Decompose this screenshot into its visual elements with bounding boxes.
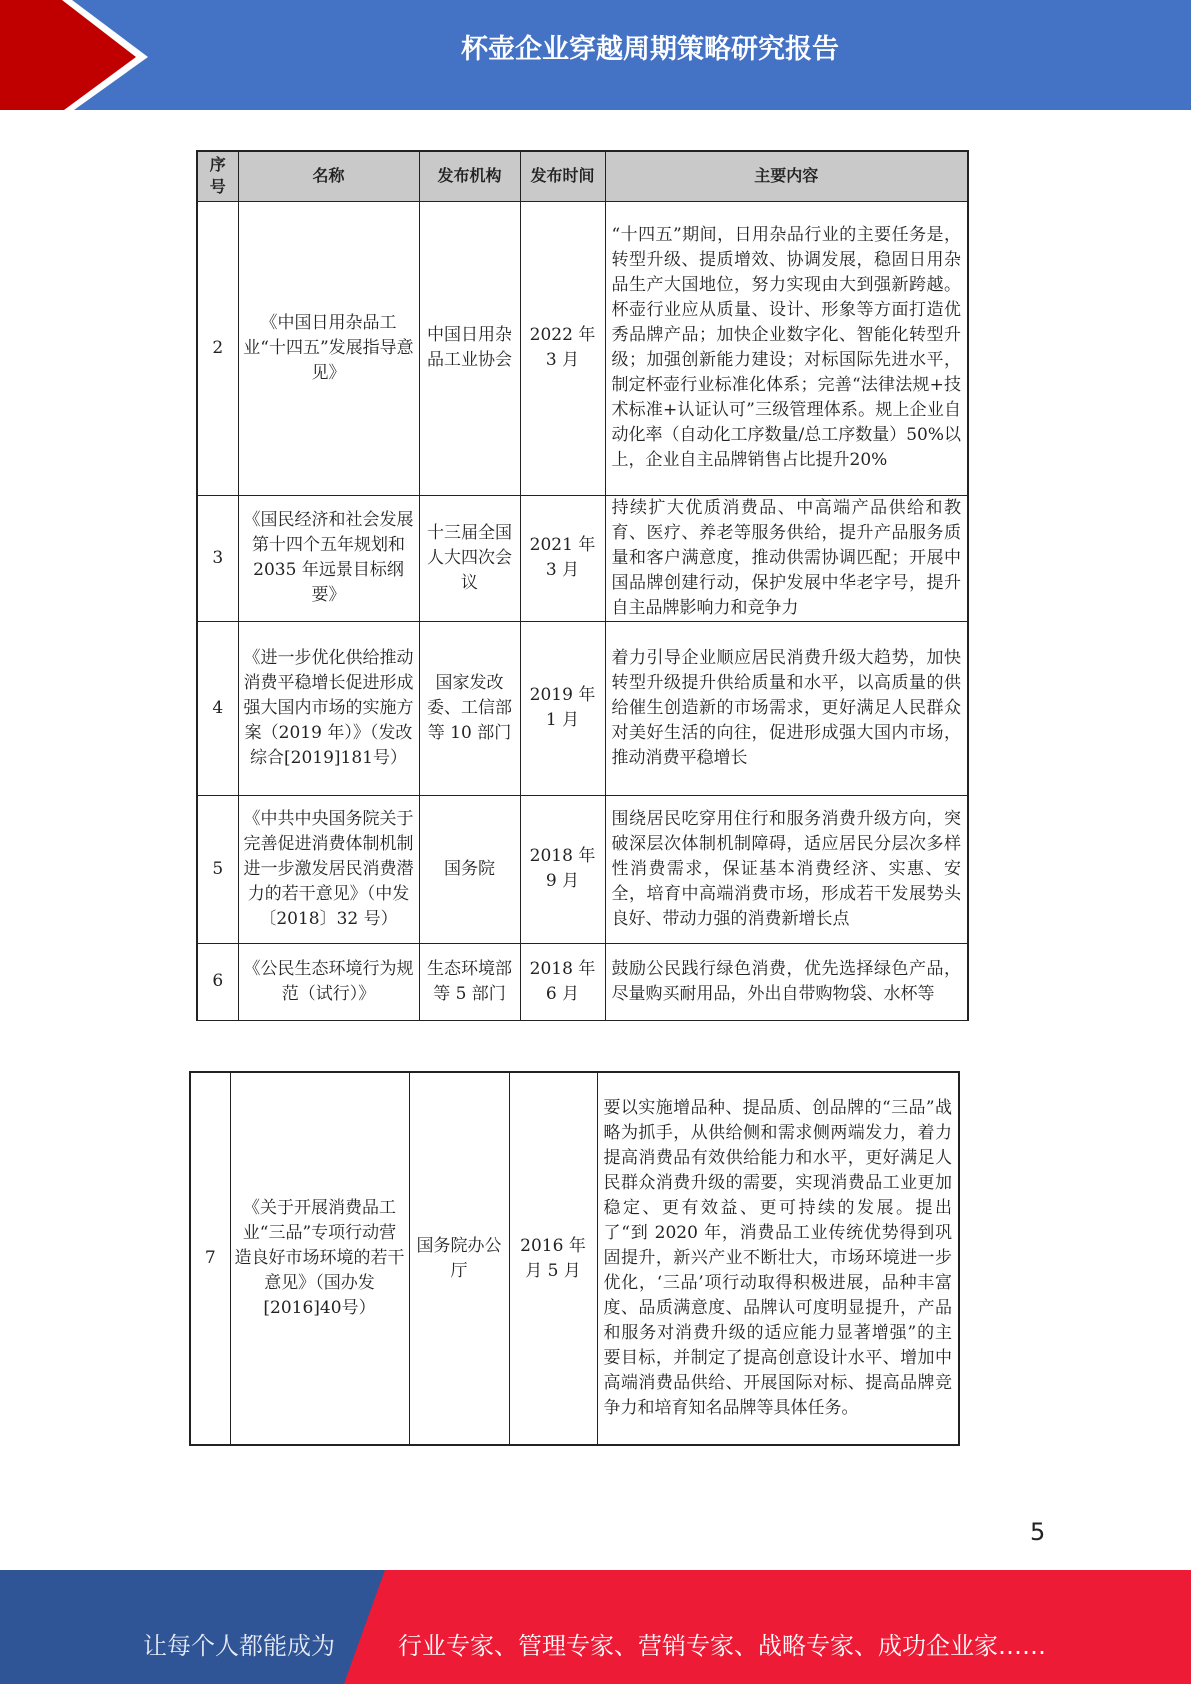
row-no: 4 <box>197 621 238 795</box>
row-name: 《中共中央国务院关于完善促进消费体制机制进一步激发居民消费潜力的若干意见》（中发〔2018〕32 号） <box>238 795 419 943</box>
row-content: 要以实施增品种、提品质、创品牌的“三品”战略为抓手，从供给侧和需求侧两端发力，着力提高消费品有效供给能力和水平，更好满足人民群众消费升级的需要，实现消费品工业更加稳定、更有效益、更可持续的发展。提出了“到 2020 年，消费品工业传统优势得到巩固提升，新兴产业不断壮大，市场环境进一步优化，‘三品’项行动取得积极进展，品种丰富度、品质满意度、品牌认可度明显提升，产品和服务对消费升级的适应能力显著增强”的主要目标，并制定了提高创意设计水平、增加中高端消费品供给、开展国际对标、提高品牌竞争力和培育知名品牌等具体任务。 <box>597 1072 959 1445</box>
row-content: 持续扩大优质消费品、中高端产品供给和教育、医疗、养老等服务供给，提升产品服务质量和客户满意度，推动供需协调匹配；开展中国品牌创建行动，保护发展中华老字号，提升自主品牌影响力和竞争力 <box>605 495 968 621</box>
row-name: 《国民经济和社会发展第十四个五年规划和 2035 年远景目标纲要》 <box>238 495 419 621</box>
row-org: 国务院办公厅 <box>409 1072 509 1445</box>
col-header-no: 序号 <box>197 151 238 201</box>
row-content: 围绕居民吃穿用住行和服务消费升级方向，突破深层次体制机制障碍，适应居民分层次多样性消费需求，保证基本消费经济、实惠、安全，培育中高端消费市场，形成若干发展势头良好、带动力强的消费新增长点 <box>605 795 968 943</box>
row-name: 《进一步优化供给推动消费平稳增长促进形成强大国内市场的实施方案（2019 年）》（发改综合[2019]181号） <box>238 621 419 795</box>
row-no: 6 <box>197 943 238 1020</box>
table-row <box>197 943 968 1020</box>
row-no: 7 <box>190 1072 230 1445</box>
table-row <box>197 495 968 621</box>
row-date: 2022 年 3 月 <box>520 201 605 495</box>
row-content: 着力引导企业顺应居民消费升级大趋势，加快转型升级提升供给质量和水平，以高质量的供给催生创造新的市场需求，更好满足人民群众对美好生活的向往，促进形成强大国内市场，推动消费平稳增长 <box>605 621 968 795</box>
row-date: 2016 年月 5 月 <box>509 1072 597 1445</box>
table-row <box>197 621 968 795</box>
footer-slogan-left: 让每个人都能成为 <box>143 1632 335 1660</box>
policy-table-continued <box>189 1071 960 1446</box>
row-no: 3 <box>197 495 238 621</box>
policy-table <box>196 150 969 1021</box>
row-org: 国家发改委、工信部等 10 部门 <box>419 621 520 795</box>
row-date: 2021 年 3 月 <box>520 495 605 621</box>
col-header-org: 发布机构 <box>419 151 520 201</box>
row-org: 中国日用杂品工业协会 <box>419 201 520 495</box>
table-header-row <box>197 151 968 201</box>
row-content: “十四五”期间，日用杂品行业的主要任务是，转型升级、提质增效、协调发展，稳固日用杂品生产大国地位，努力实现由大到强新跨越。杯壶行业应从质量、设计、形象等方面打造优秀品牌产品；加快企业数字化、智能化转型升级；加强创新能力建设；对标国际先进水平，制定杯壶行业标准化体系；完善“法律法规+技术标准+认证认可”三级管理体系。规上企业自动化率（自动化工序数量/总工序数量）50%以上，企业自主品牌销售占比提升20% <box>605 201 968 495</box>
row-no: 2 <box>197 201 238 495</box>
row-no: 5 <box>197 795 238 943</box>
footer-slogan-right: 行业专家、管理专家、营销专家、战略专家、成功企业家…… <box>398 1632 1046 1660</box>
row-date: 2018 年 9 月 <box>520 795 605 943</box>
row-org: 国务院 <box>419 795 520 943</box>
row-name: 《公民生态环境行为规范（试行）》 <box>238 943 419 1020</box>
report-title: 杯壶企业穿越周期策略研究报告 <box>461 34 839 65</box>
row-date: 2018 年 6 月 <box>520 943 605 1020</box>
page-header-banner <box>0 0 1191 110</box>
page-number: 5 <box>1030 1518 1046 1546</box>
chevron-arrow-icon <box>0 0 160 110</box>
table-row <box>197 795 968 943</box>
table-row <box>197 201 968 495</box>
row-content: 鼓励公民践行绿色消费，优先选择绿色产品，尽量购买耐用品，外出自带购物袋、水杯等 <box>605 943 968 1020</box>
row-name: 《中国日用杂品工业“十四五”发展指导意见》 <box>238 201 419 495</box>
row-date: 2019 年 1 月 <box>520 621 605 795</box>
row-name: 《关于开展消费品工业“三品”专项行动营造良好市场环境的若干意见》（国办发[2016]40号） <box>230 1072 409 1445</box>
row-org: 十三届全国人大四次会议 <box>419 495 520 621</box>
col-header-date: 发布时间 <box>520 151 605 201</box>
col-header-name: 名称 <box>238 151 419 201</box>
col-header-content: 主要内容 <box>605 151 968 201</box>
row-org: 生态环境部等 5 部门 <box>419 943 520 1020</box>
table-row <box>190 1072 959 1445</box>
